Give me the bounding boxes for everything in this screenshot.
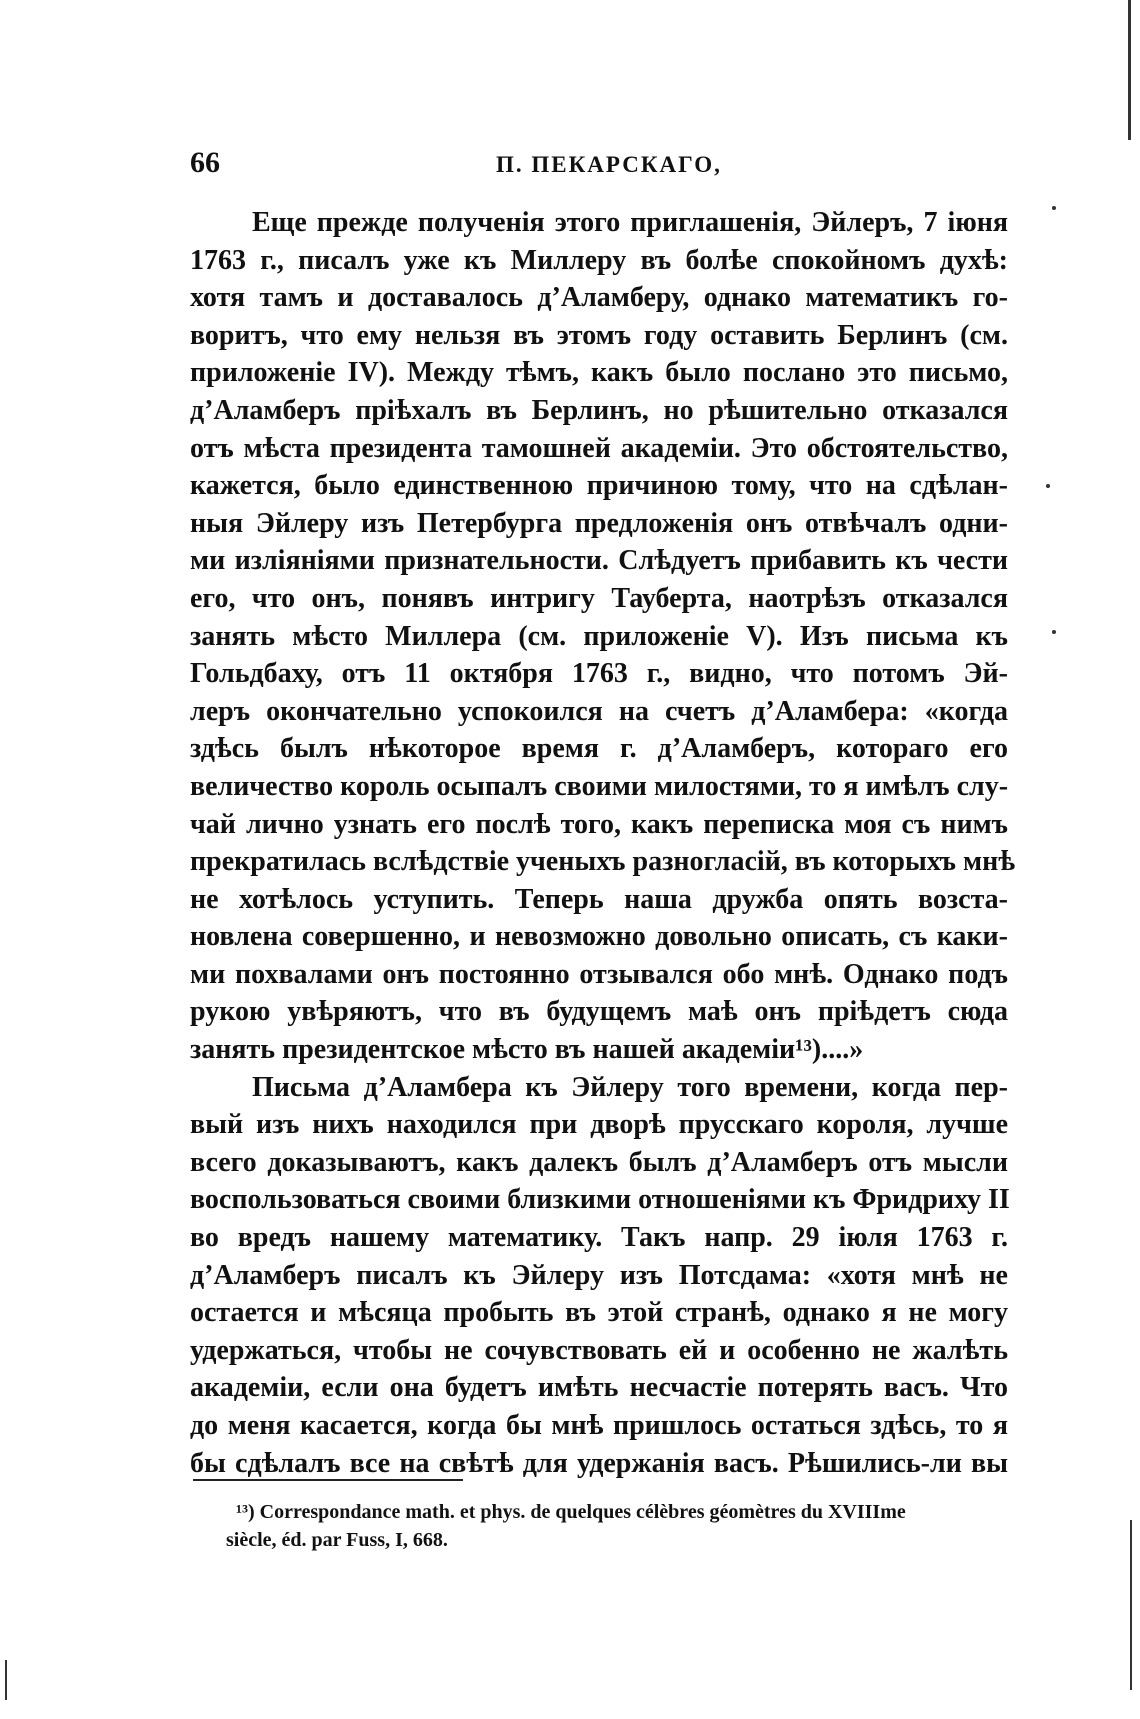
body-text [190,204,1016,1482]
text-line: ми похвалами онъ постоянно отзывался обо мнѣ. Однако подъ [190,958,1008,990]
footnote-rule [193,1479,463,1481]
scan-edge-mark [1128,0,1131,140]
text-line: кажется, было единственною причиною тому, что на сдѣлан- [190,470,1008,502]
scan-speck [1052,630,1056,634]
footnote [226,1498,1006,1554]
text-line: отъ мѣста президента тамошней академіи. Это обстоятельство, [190,432,1008,464]
text-line: ми изліяніями признательности. Слѣдуетъ прибавить къ чести [190,545,1008,577]
text-line: всего доказываютъ, какъ далекъ былъ д’Аламберъ отъ мысли [190,1146,1008,1178]
footnote-line: ¹³) Correspondance math. et phys. de quelques célèbres géomètres du XVIIIme [236,1501,906,1523]
text-line: хотя тамъ и доставалось д’Аламберу, однако математикъ го- [190,282,1008,314]
text-line: воспользоваться своими близкими отношеніями къ Фридриху II [190,1184,1010,1216]
text-line: приложеніе IV). Между тѣмъ, какъ было послано это письмо, [190,357,1008,389]
text-line: вый изъ нихъ находился при дворѣ прусскаго короля, лучше [190,1109,1008,1141]
text-line: д’Аламберъ писалъ къ Эйлеру изъ Потсдама: «хотя мнѣ не [190,1259,1008,1291]
running-title: П. ПЕКАРСКАГО, [496,152,722,177]
text-line: новлена совершенно, и невозможно довольно описать, съ каки- [190,921,1008,953]
scan-edge-mark [5,1660,7,1700]
text-line: во вредъ нашему математику. Такъ напр. 29 іюля 1763 г. [190,1222,1008,1254]
text-line: не хотѣлось уступить. Теперь наша дружба опять возста- [190,883,1008,915]
text-line: леръ окончательно успокоился на счетъ д’Аламбера: «когда [190,695,1008,727]
scan-edge-mark [1130,1520,1132,1690]
text-line: занять президентское мѣсто въ нашей академіи¹³)....» [190,1034,864,1066]
text-line: чай лично узнать его послѣ того, какъ переписка моя съ нимъ [190,808,1008,840]
text-line: ныя Эйлеру изъ Петербурга предложенія онъ отвѣчалъ одни- [190,507,1008,539]
scan-speck [1046,484,1050,488]
text-line: здѣсь былъ нѣкоторое время г. д’Аламберъ, котораго его [190,733,1008,765]
text-line: Письма д’Аламбера къ Эйлеру того времени, когда пер- [252,1071,1008,1103]
text-line: Гольдбаху, отъ 11 октября 1763 г., видно, что потомъ Эй- [190,658,1008,690]
text-line: д’Аламберъ пріѣхалъ въ Берлинъ, но рѣшительно отказался [190,394,1008,426]
text-line: удержаться, чтобы не сочувствовать ей и особенно не жалѣть [190,1334,1008,1366]
page-number: 66 [190,146,220,179]
text-line: прекратилась вслѣдствіе ученыхъ разногласій, въ которыхъ мнѣ [190,846,1016,878]
footnote-line: siècle, éd. par Fuss, I, 668. [226,1529,448,1551]
text-line: бы сдѣлалъ все на свѣтѣ для удержанія васъ. Рѣшились-ли вы [190,1447,1008,1479]
text-line: величество король осыпалъ своими милостями, то я имѣлъ слу- [190,770,1009,802]
text-line: 1763 г., писалъ уже къ Миллеру въ болѣе спокойномъ духѣ: [190,244,1008,276]
text-line: до меня касается, когда бы мнѣ пришлось остаться здѣсь, то я [190,1410,1008,1441]
text-line: рукою увѣряютъ, что въ будущемъ маѣ онъ пріѣдетъ сюда [190,996,1008,1028]
text-line: Еще прежде полученія этого приглашенія, Эйлеръ, 7 іюня [252,207,1008,238]
text-line: занять мѣсто Миллера (см. приложеніе V). Изъ письма къ [190,620,1008,652]
text-line: академіи, если она будетъ имѣть несчастіе потерять васъ. Что [190,1372,1008,1404]
text-line: остается и мѣсяца пробыть въ этой странѣ, однако я не могу [190,1297,1008,1329]
text-line: его, что онъ, понявъ интригу Тауберта, наотрѣзъ отказался [190,582,1008,614]
text-line: воритъ, что ему нельзя въ этомъ году оставить Берлинъ (см. [190,319,1008,351]
scan-speck [1052,206,1056,210]
